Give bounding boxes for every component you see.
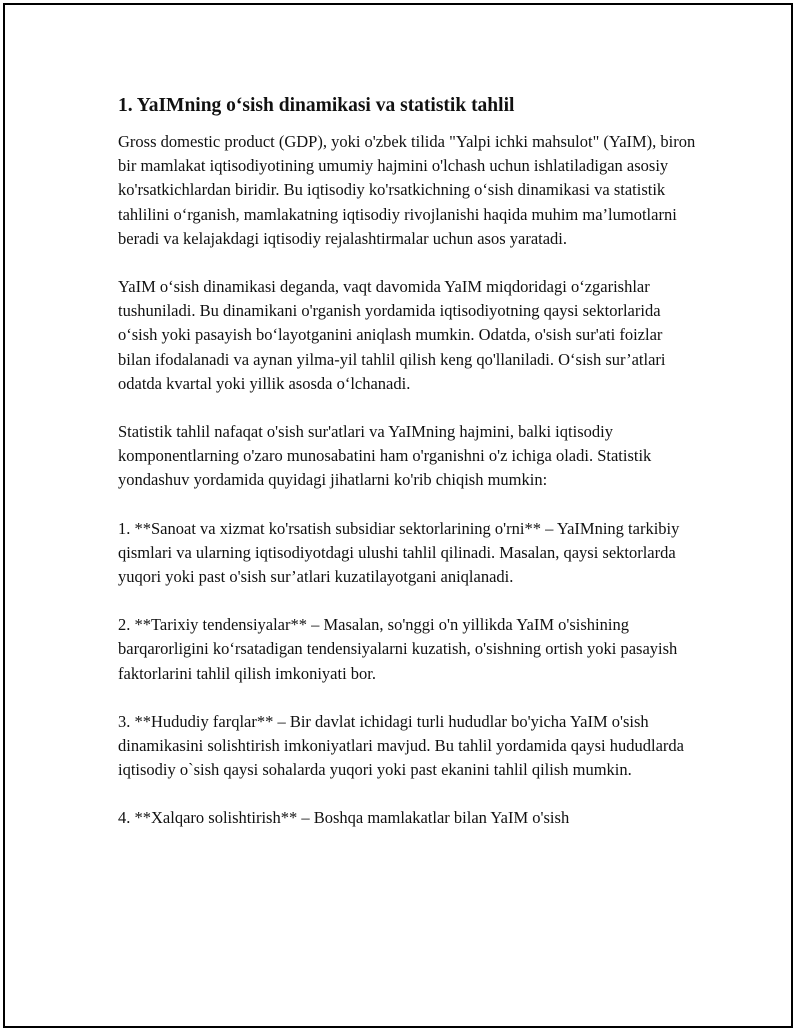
list-item-sectors: 1. **Sanoat va xizmat ko'rsatish subsidiar sektorlarining o'rni** – YaIMning tarkibiy qismlari va ularning iqtisodiyotdagi ulushi tahlil qilinadi. Masalan, qaysi sektorlarda yuqori yoki past o'sish sur’atlari kuzatilayotgani aniqlanadi. [118,518,680,587]
paragraph-intro: Gross domestic product (GDP), yoki o'zbek tilida "Yalpi ichki mahsulot" (YaIM), biron bir mamlakat iqtisodiyotining umumiy hajmini o'lchash uchun ishlatiladigan asosiy ko'rsatkichlardan biridir. Bu iqtisodiy ko'rsatkichning o‘sish dinamikasi va statistik tahlilini o‘rganish, mamlakatning iqtisodiy rivojlanishi haqida muhim ma’lumotlarni beradi va kelajakdagi iqtisodiy rejalashtirmalar uchun asos yaratadi. [118,132,696,248]
list-item-historical-trends: 2. **Tarixiy tendensiyalar** – Masalan, so'nggi o'n yillikda YaIM o'sishining barqarorligini ko‘rsatadigan tendensiyalarni kuzatish, o'sishning ortish yoki pasayish faktorlarini tahlil qilish imkoniyati bor. [118,615,678,683]
list-item-international-comparison: 4. **Xalqaro solishtirish** – Boshqa mamlakatlar bilan YaIM o'sish [118,808,570,828]
paragraph-statistical-analysis: Statistik tahlil nafaqat o'sish sur'atlari va YaIMning hajmini, balki iqtisodiy komponentlarning o'zaro munosabatini ham o'rganishni o'z ichiga oladi. Statistik yondashuv yordamida quyidagi jihatlarni ko'rib chiqish mumkin: [118,422,652,490]
document-body [118,92,698,855]
document-title: 1. YaIMning o‘sish dinamikasi va statistik tahlil [118,95,515,116]
list-item-regional-differences: 3. **Hududiy farqlar** – Bir davlat ichidagi turli hududlar bo'yicha YaIM o'sish dinamikasini solishtirish imkoniyatlari mavjud. Bu tahlil yordamida qaysi hududlarda iqtisodiy o`sish qaysi sohalarda yuqori yoki past ekanini tahlil qilish mumkin. [118,711,684,780]
paragraph-growth-dynamics: YaIM o‘sish dinamikasi deganda, vaqt davomida YaIM miqdoridagi o‘zgarishlar tushuniladi. Bu dinamikani o'rganish yordamida iqtisodiyotning qaysi sektorlarida o‘sish yoki pasayish bo‘layotganini aniqlash mumkin. Odatda, o'sish sur'ati foizlar bilan ifodalanadi va aynan yilma-yil tahlil qilish keng qo'llaniladi. O‘sish sur’atlari odatda kvartal yoki yillik asosda o‘lchanadi. [118,277,666,393]
